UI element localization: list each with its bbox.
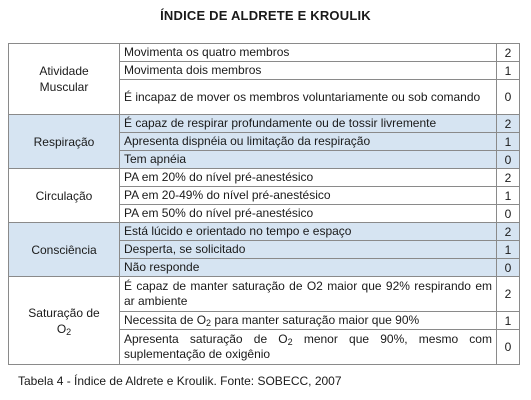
- criterion-score: 2: [497, 169, 520, 187]
- criterion-score: 1: [497, 133, 520, 151]
- criterion-description: Apresenta dispnéia ou limitação da respiração: [120, 133, 497, 151]
- category-label-line: Muscular: [39, 80, 89, 94]
- criterion-description: PA em 50% do nível pré-anestésico: [120, 205, 497, 223]
- criterion-description: [120, 312, 497, 330]
- aldrete-kroulik-table: [8, 43, 520, 365]
- table-title: ÍNDICE DE ALDRETE E KROULIK: [160, 8, 371, 23]
- criterion-description: É capaz de respirar profundamente ou de tossir livremente: [120, 115, 497, 133]
- category-cell-saturacao: [9, 277, 120, 365]
- criterion-score: 1: [497, 187, 520, 205]
- description-text: para manter saturação maior que 90%: [211, 313, 420, 327]
- table-row: [9, 169, 520, 187]
- criterion-score: 1: [497, 62, 520, 80]
- subscript-2: 2: [287, 337, 293, 347]
- criterion-score: 0: [497, 80, 520, 115]
- criterion-description: PA em 20% do nível pré-anestésico: [120, 169, 497, 187]
- criterion-description: PA em 20-49% do nível pré-anestésico: [120, 187, 497, 205]
- criterion-score: 2: [497, 115, 520, 133]
- criterion-score: 1: [497, 241, 520, 259]
- table-row: [9, 115, 520, 133]
- category-label-o: O: [56, 321, 67, 336]
- category-cell-consciencia: Consciência: [9, 223, 120, 277]
- table-row: [9, 223, 520, 241]
- criterion-description: [120, 330, 497, 365]
- criterion-description: Está lúcido e orientado no tempo e espaço: [120, 223, 497, 241]
- category-cell-respiracao: Respiração: [9, 115, 120, 169]
- description-text: Necessita de O: [124, 313, 207, 327]
- description-text: Apresenta saturação de O: [124, 332, 288, 346]
- category-label-line: Saturação de: [28, 305, 100, 320]
- subscript-2: 2: [66, 326, 72, 337]
- table-row: [9, 277, 520, 312]
- criterion-description: É incapaz de mover os membros voluntariamente ou sob comando: [120, 80, 497, 115]
- criterion-score: 0: [497, 259, 520, 277]
- subscript-2: 2: [206, 318, 212, 328]
- criterion-score: 0: [497, 205, 520, 223]
- criterion-description: É capaz de manter saturação de O2 maior que 92% respirando em ar ambiente: [120, 277, 497, 312]
- criterion-description: Movimenta dois membros: [120, 62, 497, 80]
- criterion-description: Movimenta os quatro membros: [120, 44, 497, 62]
- table-row: [9, 44, 520, 62]
- criterion-score: 2: [497, 44, 520, 62]
- criterion-score: 1: [497, 312, 520, 330]
- criterion-score: 2: [497, 277, 520, 312]
- category-cell-circulacao: Circulação: [9, 169, 120, 223]
- criterion-score: 2: [497, 223, 520, 241]
- category-label-line: Atividade: [39, 64, 89, 78]
- criterion-description: Desperta, se solicitado: [120, 241, 497, 259]
- criterion-description: Tem apnéia: [120, 151, 497, 169]
- description-text: menor que 90%, mesmo com suplementação de oxigênio: [124, 332, 492, 361]
- criterion-score: 0: [497, 330, 520, 365]
- table-caption: Tabela 4 - Índice de Aldrete e Kroulik. Fonte: SOBECC, 2007: [18, 374, 342, 388]
- criterion-description: Não responde: [120, 259, 497, 277]
- category-cell-atividade-muscular: [9, 44, 120, 115]
- criterion-score: 0: [497, 151, 520, 169]
